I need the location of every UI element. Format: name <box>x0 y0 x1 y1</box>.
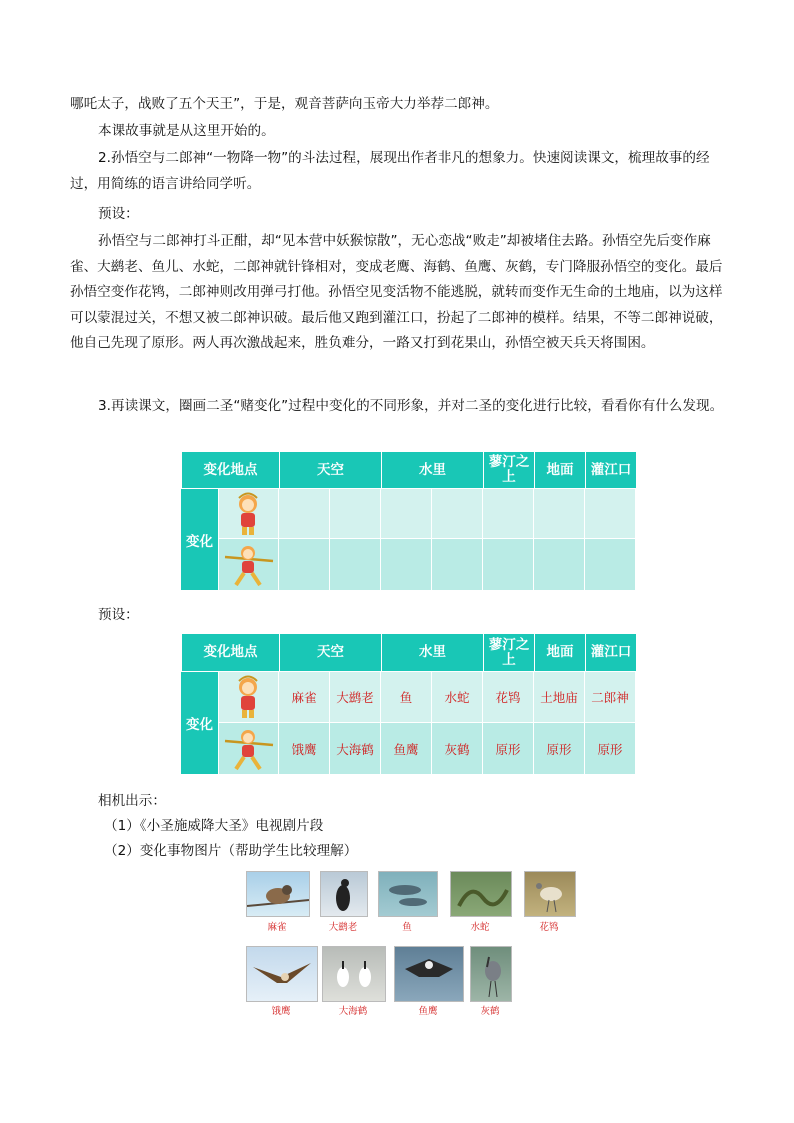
crane-image-icon <box>322 946 386 1002</box>
monkey-king-avatar-icon <box>219 672 277 721</box>
caption-sea-crane: 大海鹤 <box>338 1006 368 1017</box>
table-cell: 原形 <box>585 723 636 774</box>
camera-title: 相机出示： <box>98 793 166 809</box>
avatar-cell-erlang <box>219 723 279 774</box>
header-cell-liaoting: 蓼汀之上 <box>484 634 535 672</box>
table-cell <box>279 539 330 590</box>
table1-body <box>181 489 636 590</box>
camera-item-video: （1）《小圣施威降大圣》电视剧片段 <box>104 818 324 834</box>
header-cell-location: 变化地点 <box>182 634 280 672</box>
eagle-image-icon <box>246 946 318 1002</box>
avatar-cell-sun <box>219 672 279 723</box>
paragraph-2: 本课故事就是从这里开始的。 <box>98 123 275 139</box>
water-snake-image-icon <box>450 871 512 917</box>
table-cell: 大海鹤 <box>330 723 381 774</box>
header-cell-sky: 天空 <box>280 452 382 489</box>
table-cell <box>483 489 534 539</box>
paragraph-1: 哪吒太子，战败了五个天王”，于是，观音菩萨向玉帝大力举荐二郎神。 <box>70 96 499 112</box>
row-label-bianhua: 变化 <box>181 672 219 774</box>
table-cell <box>381 539 432 590</box>
bustard-image-icon <box>524 871 576 917</box>
table2-body <box>181 672 636 774</box>
table-cell: 饿鹰 <box>279 723 330 774</box>
paragraph-summary: 孙悟空与二郎神打斗正酣，却“见本营中妖猴惊散”，无心恋战“败走”却被堵住去路。孙悟空先后变作麻雀、大鹚老、鱼儿、水蛇，二郎神就针锋相对，变成老鹰、海鹤、鱼鹰、灰鹤，专门降服孙悟空的变化。最后孙悟空变作花鸨，二郎神则改用弹弓打他。孙悟空见变活物不能逃脱，就转而变作无生命的土地庙，以为这样可以蒙混过关，不想又被二郎神识破。最后他又跑到灌江口，扮起了二郎神的模样。结果，不等二郎神说破，他自己先现了原形。两人再次激战起来，胜负难分，一路又打到花果山，孙悟空被天兵天将围困。 <box>70 233 723 351</box>
caption-grey-crane: 灰鹤 <box>480 1006 500 1017</box>
table-cell <box>432 539 483 590</box>
row-label-bianhua: 变化 <box>181 489 219 590</box>
comparison-table-answers <box>181 633 637 672</box>
caption-cormorant: 大鹚老 <box>328 922 358 933</box>
header-cell-location: 变化地点 <box>182 452 280 489</box>
monkey-king-avatar-icon <box>219 489 277 537</box>
avatar-cell-sun <box>219 489 279 539</box>
caption-sparrow: 麻雀 <box>267 922 287 933</box>
header-cell-liaoting: 蓼汀之上 <box>484 452 535 489</box>
paragraph-preset-2: 预设： <box>98 607 139 623</box>
header-cell-water: 水里 <box>382 452 484 489</box>
table-cell <box>330 539 381 590</box>
fish-image-icon <box>378 871 438 917</box>
cormorant-image-icon <box>320 871 368 917</box>
grey-crane-image-icon <box>470 946 512 1002</box>
paragraph-3: 2.孙悟空与二郎神“一物降一物”的斗法过程，展现出作者非凡的想象力。快速阅读课文，梳理故事的经过，用简练的语言讲给同学听。 <box>70 150 710 192</box>
paragraph-4: 3.再读课文，圈画二圣“赌变化”过程中变化的不同形象，并对二圣的变化进行比较，看看你有什么发现。 <box>98 398 724 414</box>
table-cell <box>585 539 636 590</box>
monkey-king-staff-icon <box>219 723 277 772</box>
table-cell <box>330 489 381 539</box>
table-cell: 土地庙 <box>534 672 585 723</box>
table-cell: 麻雀 <box>279 672 330 723</box>
table-cell: 灰鹤 <box>432 723 483 774</box>
monkey-king-staff-icon <box>219 539 277 588</box>
caption-hungry-eagle: 饿鹰 <box>271 1006 291 1017</box>
table-cell: 鱼 <box>381 672 432 723</box>
caption-fish: 鱼 <box>402 922 412 933</box>
table-cell: 大鹚老 <box>330 672 381 723</box>
table-cell: 花鸨 <box>483 672 534 723</box>
header-cell-guanjiangkou: 灌江口 <box>586 452 637 489</box>
paragraph-preset: 预设： <box>98 206 139 222</box>
comparison-table-empty <box>181 451 637 489</box>
camera-item-pictures: （2）变化事物图片（帮助学生比较理解） <box>104 843 358 859</box>
header-cell-ground: 地面 <box>535 452 586 489</box>
table-cell <box>483 539 534 590</box>
table-cell <box>279 489 330 539</box>
osprey-image-icon <box>394 946 464 1002</box>
table-cell: 鱼鹰 <box>381 723 432 774</box>
avatar-cell-erlang <box>219 539 279 590</box>
caption-water-snake: 水蛇 <box>470 922 490 933</box>
table-cell: 原形 <box>483 723 534 774</box>
header-cell-sky: 天空 <box>280 634 382 672</box>
table-cell <box>381 489 432 539</box>
header-cell-guanjiangkou: 灌江口 <box>586 634 637 672</box>
caption-osprey: 鱼鹰 <box>418 1006 438 1017</box>
header-cell-water: 水里 <box>382 634 484 672</box>
table-cell <box>585 489 636 539</box>
table-cell <box>432 489 483 539</box>
table-cell: 二郎神 <box>585 672 636 723</box>
table-cell <box>534 489 585 539</box>
caption-bustard: 花鸨 <box>539 922 559 933</box>
header-cell-ground: 地面 <box>535 634 586 672</box>
table-cell: 水蛇 <box>432 672 483 723</box>
sparrow-image-icon <box>246 871 310 917</box>
table-cell <box>534 539 585 590</box>
table-cell: 原形 <box>534 723 585 774</box>
